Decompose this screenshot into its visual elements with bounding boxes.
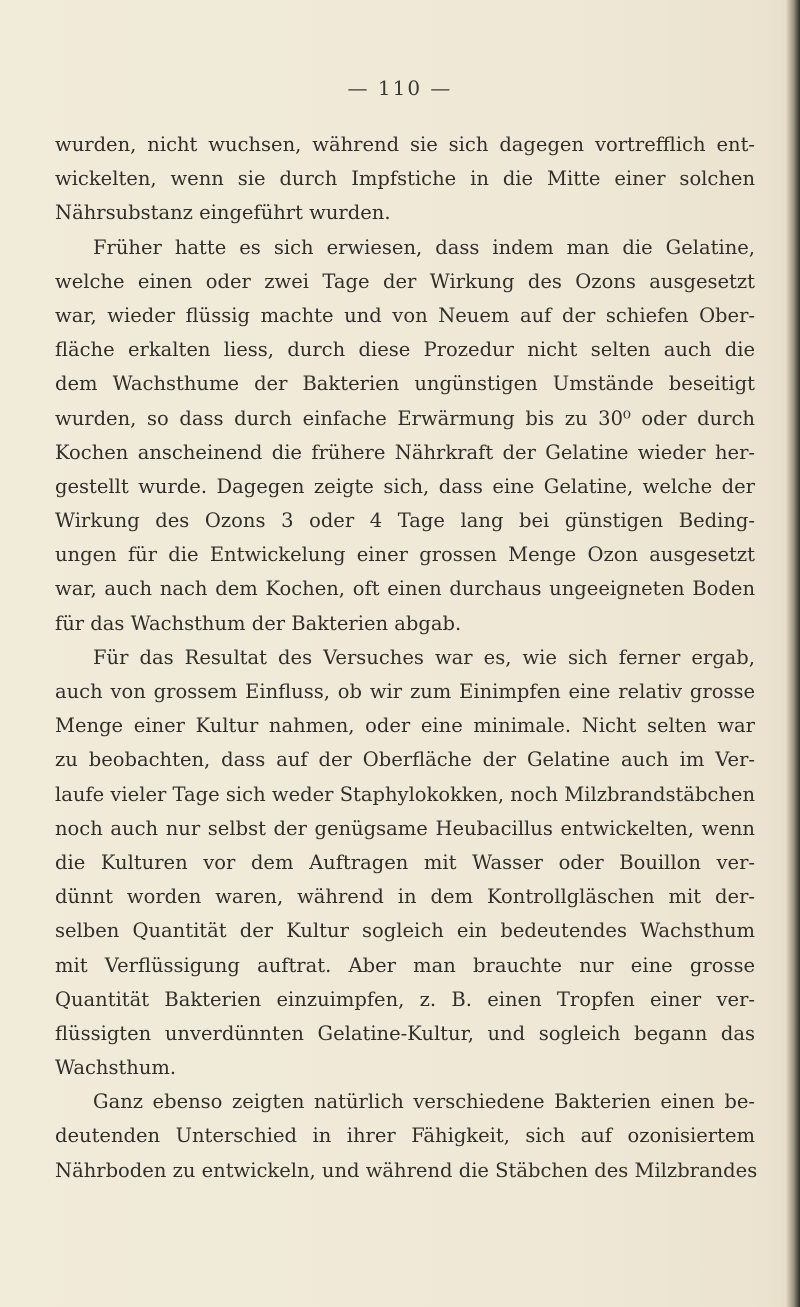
text-line: wurden, so dass durch einfache Erwärmung bis zu 30⁰ oder durch [55,406,755,430]
text-line: wurden, nicht wuchsen, während sie sich dagegen vortrefflich ent- [55,133,755,156]
text-line: für das Wachsthum der Bakterien abgab. [55,611,462,635]
text-line: mit Verflüssigung auftrat. Aber man brauchte nur eine grosse [55,953,755,977]
text-line: Nährboden zu entwickeln, und während die Stäbchen des Milzbrandes [55,1158,758,1182]
text-line: Wirkung des Ozons 3 oder 4 Tage lang bei günstigen Beding- [55,509,755,533]
text-line: deutenden Unterschied in ihrer Fähigkeit, sich auf ozonisiertem [55,1124,755,1148]
text-line: flüssigten unverdünnten Gelatine-Kultur, und sogleich begann das [55,1021,755,1045]
text-line: Nährsubstanz eingeführt wurden. [55,201,391,225]
paragraph-3 [55,641,755,1085]
text-line: dem Wachsthume der Bakterien ungünstigen Umstände beseitigt [55,372,755,396]
text-line: war, auch nach dem Kochen, oft einen durchaus ungeeigneten Boden [55,577,755,601]
paragraph-2 [55,231,755,641]
text-line: Früher hatte es sich erwiesen, dass indem man die Gelatine, [93,235,755,259]
paragraph-4 [55,1085,758,1188]
body-text [55,128,758,1188]
text-line: zu beobachten, dass auf der Oberfläche der Gelatine auch im Ver- [55,748,755,772]
text-line: laufe vieler Tage sich weder Staphylokokken, noch Milzbrandstäbchen [55,782,755,806]
text-line: gestellt wurde. Dagegen zeigte sich, dass eine Gelatine, welche der [55,474,755,498]
paragraph-1 [55,128,755,231]
text-line: die Kulturen vor dem Auftragen mit Wasser oder Bouillon ver- [55,850,755,874]
text-line: Ganz ebenso zeigten natürlich verschiedene Bakterien einen be- [93,1090,755,1114]
text-line: selben Quantität der Kultur sogleich ein bedeutendes Wachsthum [55,919,755,943]
text-line: war, wieder flüssig machte und von Neuem auf der schiefen Ober- [55,303,755,327]
text-line: wickelten, wenn sie durch Impfstiche in die Mitte einer solchen [55,167,755,191]
page-edge-shadow [786,0,800,1307]
text-line: Für das Resultat des Versuches war es, wie sich ferner ergab, [93,645,755,669]
text-line: auch von grossem Einfluss, ob wir zum Einimpfen eine relativ grosse [55,680,755,703]
text-line: Wachsthum. [55,1056,177,1080]
text-line: fläche erkalten liess, durch diese Prozedur nicht selten auch die [55,338,755,362]
text-line: noch auch nur selbst der genügsame Heubacillus entwickelten, wenn [55,816,755,840]
text-line: Menge einer Kultur nahmen, oder eine minimale. Nicht selten war [55,714,755,738]
text-line: ungen für die Entwickelung einer grossen Menge Ozon ausgesetzt [55,543,755,567]
text-line: Quantität Bakterien einzuimpfen, z. B. einen Tropfen einer ver- [55,987,755,1011]
text-line: dünnt worden waren, während in dem Kontrollgläschen mit der- [55,885,755,909]
text-line: welche einen oder zwei Tage der Wirkung des Ozons ausgesetzt [55,269,755,293]
text-line: Kochen anscheinend die frühere Nährkraft der Gelatine wieder her- [55,440,755,464]
page-number: — 110 — [347,76,453,100]
